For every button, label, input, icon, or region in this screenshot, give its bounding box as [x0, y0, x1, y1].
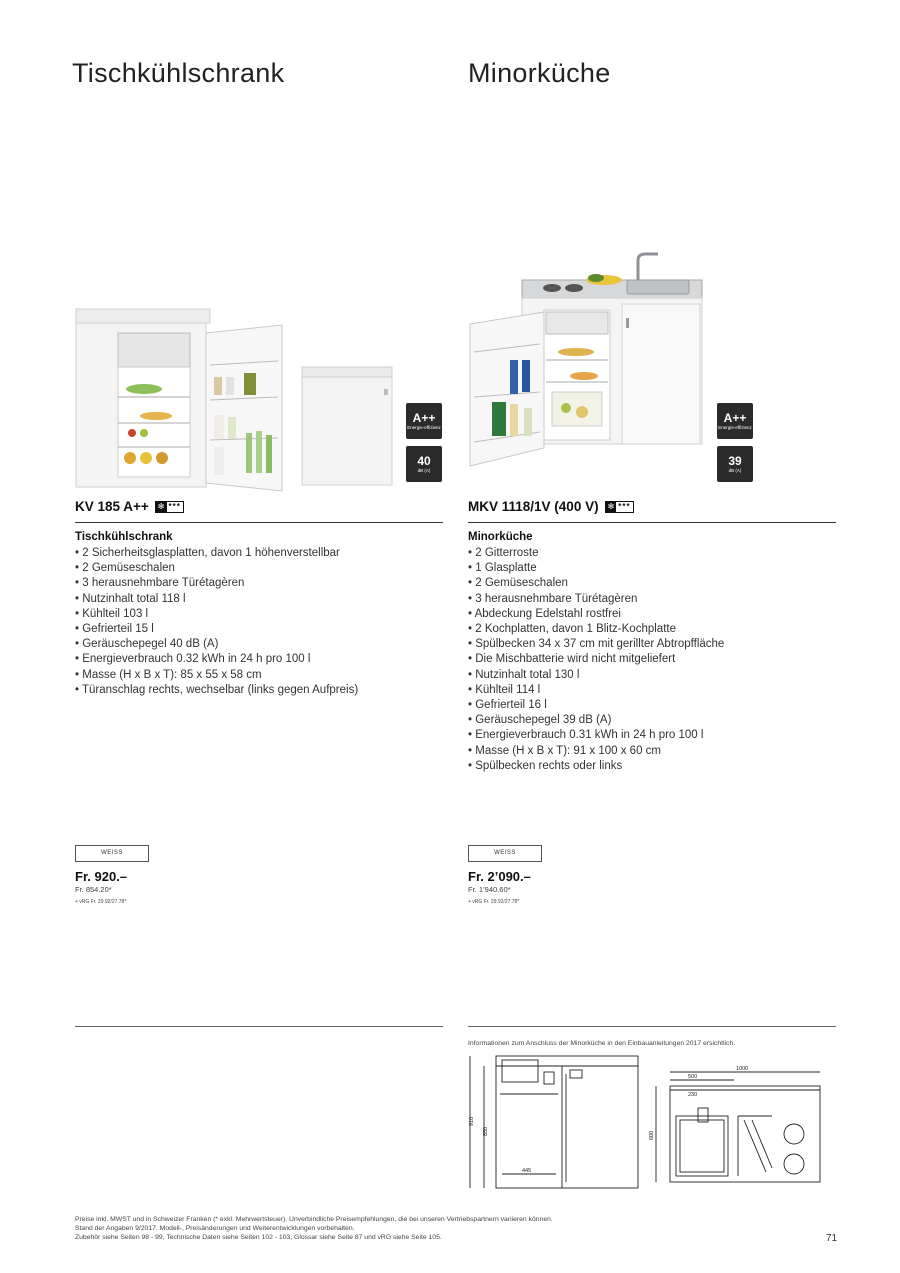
- noise-value: 39: [728, 454, 742, 468]
- list-item: • Türanschlag rechts, wechselbar (links gegen Aufpreis): [75, 683, 445, 698]
- freezer-stars-badge: [155, 501, 184, 513]
- snowflake-icon: ✻: [607, 501, 615, 511]
- feature-list: [468, 546, 838, 774]
- minorkueche-image: [462, 252, 712, 494]
- noise-value: 40: [417, 454, 431, 468]
- list-item: • 2 Kochplatten, davon 1 Blitz-Kochplatte: [468, 622, 838, 637]
- divider: [75, 1026, 443, 1027]
- list-item: • Nutzinhalt total 130 l: [468, 668, 838, 683]
- energy-class: A++: [412, 411, 436, 425]
- feature-list: [75, 546, 445, 698]
- list-item: • 2 Gemüseschalen: [468, 576, 838, 591]
- energy-label: Energie-effizienz: [718, 425, 752, 430]
- dimension-width-inner: 445: [522, 1168, 532, 1174]
- list-item: • Energieverbrauch 0.32 kWh in 24 h pro 100 l: [75, 652, 445, 667]
- noise-level-badge: [717, 446, 753, 482]
- right-feature-block: [468, 531, 838, 774]
- price-vrg: + vRG Fr. 29.92/27.78*: [468, 899, 520, 905]
- snowflake-icon: ✻: [157, 501, 165, 511]
- left-model-name: [75, 499, 184, 514]
- divider: [468, 1026, 836, 1027]
- list-item: • Gefrierteil 15 l: [75, 622, 445, 637]
- model-label: MKV 1118/1V (400 V): [468, 499, 599, 514]
- list-item: • Die Mischbatterie wird nicht mitgeliefert: [468, 652, 838, 667]
- list-item: • Abdeckung Edelstahl rostfrei: [468, 607, 838, 622]
- dimension-height-a: 910: [469, 1116, 475, 1126]
- right-column-title: Minorküche: [468, 58, 611, 88]
- noise-level-badge: [406, 446, 442, 482]
- energy-efficiency-badge: [717, 403, 753, 439]
- list-item: • Spülbecken 34 x 37 cm mit gerillter Abtropffläche: [468, 637, 838, 652]
- divider: [75, 522, 443, 523]
- page-number: 71: [826, 1233, 838, 1244]
- footer-notes: [75, 1215, 838, 1244]
- energy-class: A++: [723, 411, 747, 425]
- feature-title: Tischkühlschrank: [75, 531, 173, 543]
- list-item: • Nutzinhalt total 118 l: [75, 592, 445, 607]
- price-vrg: + vRG Fr. 29.92/27.78*: [75, 899, 127, 905]
- model-label: KV 185 A++: [75, 499, 149, 514]
- list-item: • 1 Glasplatte: [468, 561, 838, 576]
- dimension-a: 500: [688, 1074, 698, 1080]
- freezer-stars: ***: [618, 501, 631, 511]
- technical-drawing: [466, 1052, 832, 1196]
- feature-title: Minorküche: [468, 531, 533, 543]
- dimension-height-b: 850: [483, 1126, 489, 1136]
- list-item: • 2 Sicherheitsglasplatten, davon 1 höhenverstellbar: [75, 546, 445, 561]
- noise-unit: dB (A): [417, 468, 431, 473]
- footer-line: Zubehör siehe Seiten 98 - 99, Technische Daten siehe Seiten 102 - 103, Glossar siehe Seite 87 und vRG siehe Seite 105.: [75, 1234, 442, 1241]
- left-column-title: Tischkühlschrank: [72, 58, 285, 88]
- energy-label: Energie-effizienz: [407, 425, 441, 430]
- list-item: • Energieverbrauch 0.31 kWh in 24 h pro 100 l: [468, 728, 838, 743]
- tischkuehlschrank-image: [72, 305, 402, 495]
- list-item: • 3 herausnehmbare Türétagèren: [468, 592, 838, 607]
- dimension-b: 230: [688, 1092, 698, 1098]
- divider: [468, 522, 836, 523]
- list-item: • Geräuschepegel 40 dB (A): [75, 637, 445, 652]
- installation-note: Informationen zum Anschluss der Minorküche in den Einbauanleitungen 2017 ersichtlich.: [468, 1040, 736, 1047]
- color-option: WEISS: [468, 845, 542, 862]
- color-option: WEISS: [75, 845, 149, 862]
- list-item: • Kühlteil 114 l: [468, 683, 838, 698]
- list-item: • 3 herausnehmbare Türétagèren: [75, 576, 445, 591]
- price-net: Fr. 1’940.60*: [468, 885, 511, 894]
- freezer-stars: ***: [168, 501, 181, 511]
- price: Fr. 920.–: [75, 869, 128, 884]
- price-net: Fr. 854.20*: [75, 885, 112, 894]
- price: Fr. 2’090.–: [468, 869, 531, 884]
- freezer-stars-badge: [605, 501, 634, 513]
- list-item: • 2 Gemüseschalen: [75, 561, 445, 576]
- list-item: • Gefrierteil 16 l: [468, 698, 838, 713]
- right-model-name: [468, 499, 634, 514]
- energy-efficiency-badge: [406, 403, 442, 439]
- dimension-width-total: 1000: [736, 1066, 749, 1072]
- list-item: • 2 Gitterroste: [468, 546, 838, 561]
- noise-unit: dB (A): [728, 468, 742, 473]
- left-feature-block: [75, 531, 445, 698]
- list-item: • Masse (H x B x T): 85 x 55 x 58 cm: [75, 668, 445, 683]
- dimension-depth: 600: [649, 1130, 655, 1140]
- footer-line: Stand der Angaben 9/2017. Modell-, Preisänderungen und Weiterentwicklungen vorbehalten.: [75, 1225, 355, 1232]
- list-item: • Geräuschepegel 39 dB (A): [468, 713, 838, 728]
- list-item: • Masse (H x B x T): 91 x 100 x 60 cm: [468, 744, 838, 759]
- footer-line: Preise inkl. MWST und in Schweizer Franken (* exkl. Mehrwertsteuer). Unverbindliche Preisempfehlungen, die bei unseren Vertriebspartnern variieren können.: [75, 1216, 553, 1223]
- list-item: • Spülbecken rechts oder links: [468, 759, 838, 774]
- list-item: • Kühlteil 103 l: [75, 607, 445, 622]
